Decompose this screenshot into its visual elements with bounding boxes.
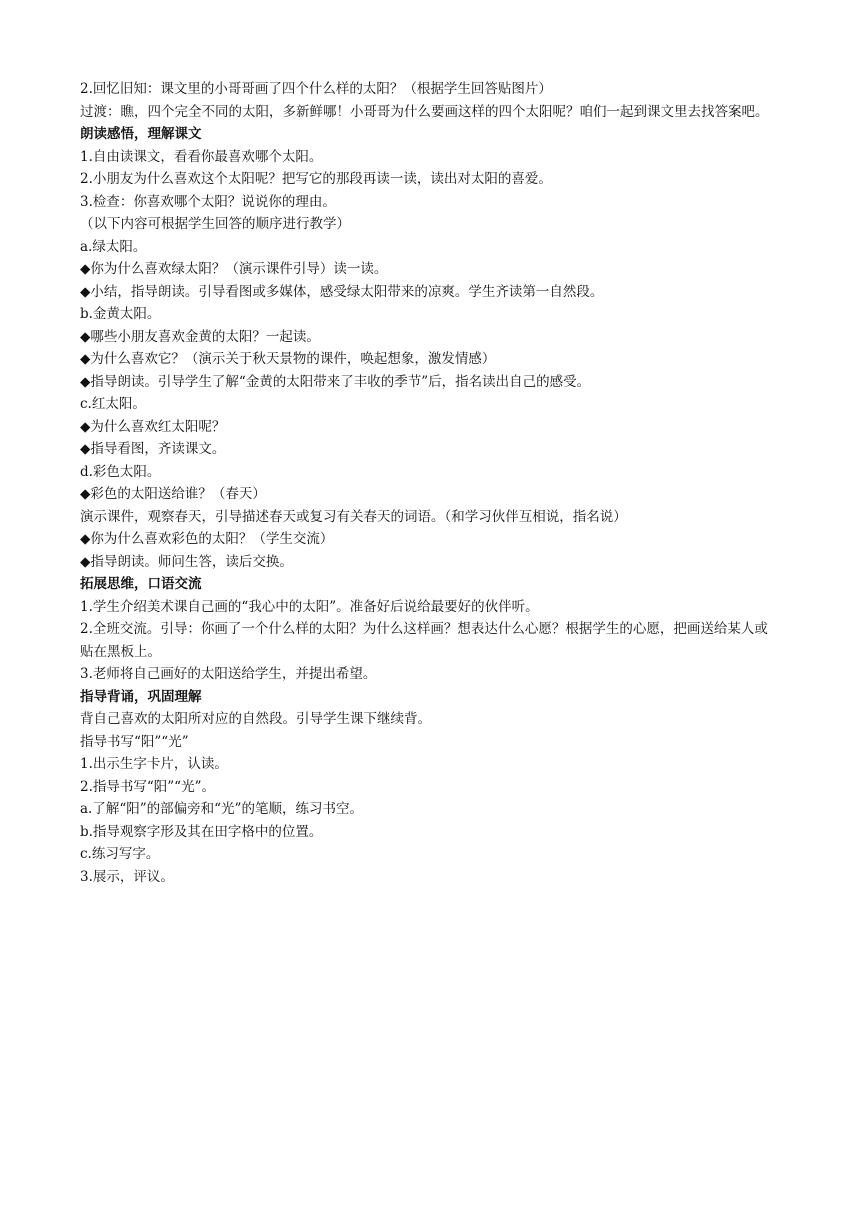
text-line: ◆你为什么喜欢彩色的太阳？（学生交流）	[80, 531, 334, 547]
document-body	[80, 78, 780, 888]
text-line: b.金黄太阳。	[80, 306, 161, 322]
text-line: 2.小朋友为什么喜欢这个太阳呢？把写它的那段再读一读，读出对太阳的喜爱。	[80, 171, 552, 187]
text-line: 3.展示，评议。	[80, 868, 174, 885]
text-line: ◆为什么喜欢它？（演示关于秋天景物的课件，唤起想象，激发情感）	[80, 351, 496, 367]
text-line: 1.学生介绍美术课自己画的“我心中的太阳”。准备好后说给最要好的伙伴听。	[80, 598, 539, 615]
section-heading: 拓展思维，口语交流	[80, 576, 202, 592]
text-line: 3.老师将自己画好的太阳送给学生，并提出希望。	[80, 666, 377, 682]
text-line: b.指导观察字形及其在田字格中的位置。	[80, 823, 323, 840]
text-line: c.红太阳。	[80, 396, 146, 412]
text-line: c.练习写字。	[80, 846, 160, 862]
section-heading: 朗读感悟，理解课文	[80, 126, 202, 142]
text-line: a.了解“阳”的部偏旁和“光”的笔顺，练习书空。	[80, 801, 363, 817]
text-line: 2.全班交流。引导：你画了一个什么样的太阳？为什么这样画？想表达什么心愿？根据学生的心愿，把画送给某人或贴在黑板上。	[80, 621, 768, 660]
text-line: ◆为什么喜欢红太阳呢？	[80, 418, 226, 435]
text-line: a.绿太阳。	[80, 238, 147, 255]
text-line: ◆你为什么喜欢绿太阳？（演示课件引导）读一读。	[80, 261, 388, 277]
text-line: 背自己喜欢的太阳所对应的自然段。引导学生课下继续背。	[80, 711, 431, 727]
text-line: ◆小结，指导朗读。引导看图或多媒体，感受绿太阳带来的凉爽。学生齐读第一自然段。	[80, 283, 604, 300]
text-line: ◆指导朗读。引导学生了解“金黄的太阳带来了丰收的季节”后，指名读出自己的感受。	[80, 373, 591, 390]
text-line: ◆彩色的太阳送给谁？（春天）	[80, 486, 266, 502]
text-line: 2.回忆旧知：课文里的小哥哥画了四个什么样的太阳？（根据学生回答贴图片）	[80, 81, 552, 97]
text-line: ◆指导看图，齐读课文。	[80, 441, 226, 457]
text-line: 指导书写“阳”“光”	[80, 733, 189, 750]
text-line: d.彩色太阳。	[80, 463, 161, 480]
text-line: 3.检查：你喜欢哪个太阳？说说你的理由。	[80, 193, 336, 210]
text-line: 1.自由读课文，看看你最喜欢哪个太阳。	[80, 148, 323, 165]
text-line: 2.指导书写“阳”“光”。	[80, 778, 215, 795]
text-line: 1.出示生字卡片，认读。	[80, 756, 228, 772]
text-line: 过渡：瞧，四个完全不同的太阳，多新鲜哪！小哥哥为什么要画这样的四个太阳呢？咱们一起到课文里去找答案吧。	[80, 103, 769, 120]
text-line: ◆指导朗读。师问生答，读后交换。	[80, 553, 293, 570]
section-heading: 指导背诵，巩固理解	[80, 688, 202, 705]
text-line: 演示课件，观察春天，引导描述春天或复习有关春天的词语。（和学习伙伴互相说，指名说）	[80, 508, 627, 525]
text-line: ◆哪些小朋友喜欢金黄的太阳？一起读。	[80, 328, 320, 345]
text-line: （以下内容可根据学生回答的顺序进行教学）	[80, 216, 350, 232]
